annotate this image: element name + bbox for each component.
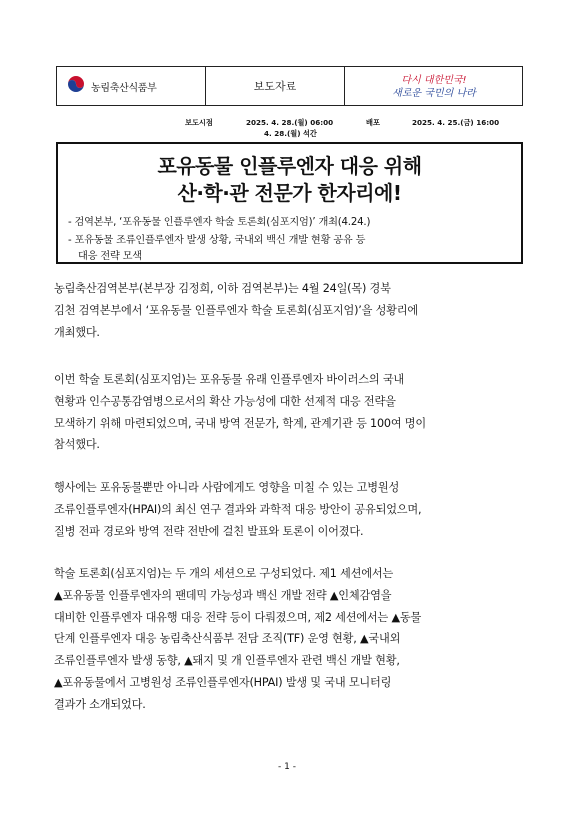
headline-box xyxy=(56,142,523,264)
paragraph-line: 모색하기 위해 마련되었으며, 국내 방역 전문가, 학계, 관계기관 등 100여 명이 xyxy=(54,416,426,430)
ministry-name: 농림축산식품부 xyxy=(91,82,157,94)
distribution-date: 2025. 4. 25.(금) 16:00 xyxy=(412,118,500,127)
slogan-line1: 다시 대한민국! xyxy=(400,75,467,86)
paragraph-line: 조류인플루엔자(HPAI)의 최신 연구 결과와 과학적 대응 방안이 공유되었으며, xyxy=(54,502,422,516)
paragraph-line: 이번 학술 토론회(심포지엄)는 포유동물 유래 인플루엔자 바이러스의 국내 xyxy=(54,373,405,386)
release-time-label: 보도시점 xyxy=(185,118,213,127)
paragraph-line: 학술 토론회(심포지엄)는 두 개의 세션으로 구성되었다. 제1 세션에서는 xyxy=(54,567,394,580)
slogan-calligraphy-icon xyxy=(379,71,489,101)
body-paragraph-1 xyxy=(54,278,523,343)
paragraph-line: 단계 인플루엔자 대응 농림축산식품부 전담 조직(TF) 운영 현황, ▲국내외 xyxy=(54,632,401,646)
paragraph-line: 현황과 인수공통감염병으로서의 확산 가능성에 대한 선제적 대응 전략을 xyxy=(54,394,396,408)
paragraph-line: 개최했다. xyxy=(54,325,100,339)
headline-line2: 산·학·관 전문가 한자리에! xyxy=(177,181,402,205)
subheading-2-continued: 대응 전략 모색 xyxy=(78,251,142,262)
paragraph-line: 대비한 인플루엔자 대유행 대응 전략 등이 다뤄졌으며, 제2 세션에서는 ▲동물 xyxy=(54,610,422,624)
distribution-label: 배포 xyxy=(366,118,380,127)
paragraph-line: ▲포유동물 인플루엔자의 팬데믹 가능성과 백신 개발 전략 ▲인체감염을 xyxy=(54,588,392,602)
paragraph-line: ▲포유동물에서 고병원성 조류인플루엔자(HPAI) 발생 및 국내 모니터링 xyxy=(54,675,392,689)
page-number: - 1 - xyxy=(278,762,296,772)
subheading-1: - 검역본부, ‘포유동물 인플루엔자 학술 토론회(심포지엄)’ 개최(4.24.) xyxy=(68,217,371,228)
ministry-logo-block xyxy=(57,67,205,105)
document-header xyxy=(56,66,523,106)
subheading-2: - 포유동물 조류인플루엔자 발생 상황, 국내외 백신 개발 현황 공유 등 xyxy=(68,235,366,246)
body-paragraph-3 xyxy=(54,477,523,542)
paragraph-line: 김천 검역본부에서 ‘포유동물 인플루엔자 학술 토론회(심포지엄)’을 성황리에 xyxy=(54,303,419,317)
paragraph-line: 질병 전파 경로와 방역 전략 전반에 걸친 발표와 토론이 이어졌다. xyxy=(54,524,364,538)
taegeuk-logo-icon xyxy=(67,75,85,97)
paragraph-line: 행사에는 포유동물뿐만 아니라 사람에게도 영향을 미칠 수 있는 고병원성 xyxy=(54,481,400,494)
body-paragraph-2 xyxy=(54,369,523,456)
slogan-line2: 새로운 국민의 나라 xyxy=(391,88,476,99)
release-date: 2025. 4. 28.(월) 06:00 xyxy=(246,118,334,127)
headline-line1: 포유동물 인플루엔자 대응 위해 xyxy=(157,154,422,178)
body-paragraph-4 xyxy=(54,563,523,716)
paragraph-line: 참석했다. xyxy=(54,438,100,452)
document-type: 보도자료 xyxy=(205,67,345,105)
paragraph-line: 조류인플루엔자 발생 동향, ▲돼지 및 개 인플루엔자 관련 백신 개발 현황, xyxy=(54,654,400,668)
paragraph-line: 결과가 소개되었다. xyxy=(54,697,146,711)
paragraph-line: 농림축산검역본부(본부장 김정희, 이하 검역본부)는 4월 24일(목) 경북 xyxy=(54,282,391,295)
release-date-evening: 4. 28.(월) 석간 xyxy=(264,129,317,138)
government-slogan xyxy=(345,67,522,105)
